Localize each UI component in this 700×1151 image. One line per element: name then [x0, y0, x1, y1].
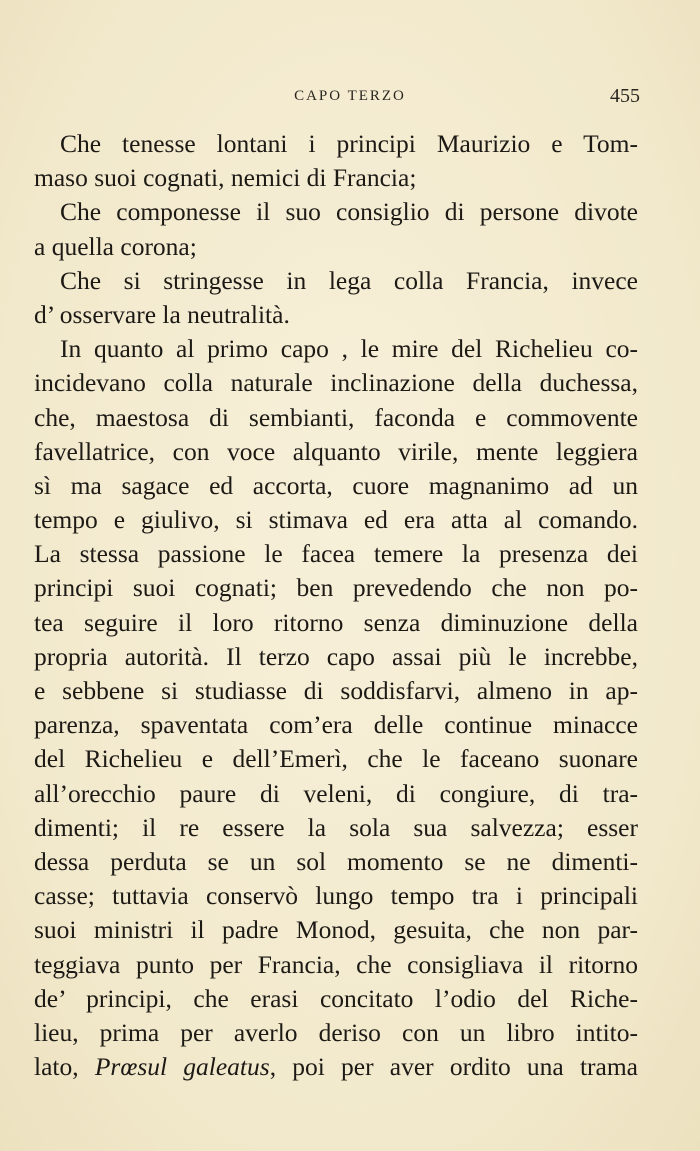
running-head: CAPO TERZO [294, 88, 406, 104]
text-line: parenza, spaventata com’era delle continue minacce [34, 710, 638, 740]
text-line: sì ma sagace ed accorta, cuore magnanimo ad un [34, 470, 638, 500]
text-line: Che componesse il suo consiglio di persone divote [60, 197, 638, 227]
text-line: dessa perduta se un sol momento se ne dimenti- [34, 846, 638, 876]
text-line: lieu, prima per averlo deriso con un libro intito- [34, 1017, 638, 1047]
text-segment: , poi per aver ordito una trama [269, 1052, 638, 1082]
body-text [34, 127, 638, 1084]
text-line: che, maestosa di sembianti, faconda e commovente [34, 402, 638, 432]
text-line: e sebbene si studiasse di soddisfarvi, almeno in ap- [34, 676, 638, 705]
text-line-final [34, 1050, 638, 1084]
text-line: incidevano colla naturale inclinazione della duchessa, [34, 368, 638, 398]
text-segment: lato, [34, 1052, 95, 1082]
text-line: casse; tuttavia conservò lungo tempo tra i principali [34, 881, 638, 911]
text-line: all’orecchio paure di veleni, di congiure, di tra- [34, 778, 638, 808]
text-line: favellatrice, con voce alquanto virile, mente leggiera [34, 436, 638, 466]
text-line: propria autorità. Il terzo capo assai più le increbbe, [34, 641, 638, 671]
text-line: Che si stringesse in lega colla Francia, invece [60, 265, 638, 295]
book-title-italic: Prœsul galeatus [94, 1052, 270, 1082]
text-line: suoi ministri il padre Monod, gesuita, che non par- [34, 915, 638, 945]
page-number: 455 [610, 85, 640, 107]
text-line: d’ osservare la neutralità. [34, 299, 290, 329]
text-line: del Richelieu e dell’Emerì, che le faceano suonare [34, 744, 638, 774]
text-line: La stessa passione le facea temere la presenza dei [34, 539, 638, 569]
page-header [0, 85, 700, 112]
text-line: tempo e giulivo, si stimava ed era atta al comando. [34, 505, 638, 535]
text-line: dimenti; il re essere la sola sua salvezza; esser [34, 812, 638, 842]
text-line: tea seguire il loro ritorno senza diminuzione della [34, 607, 638, 637]
text-line: principi suoi cognati; ben prevedendo che non po- [34, 573, 638, 603]
text-line: maso suoi cognati, nemici di Francia; [34, 163, 417, 193]
text-line: de’ principi, che erasi concitato l’odio del Riche- [34, 983, 638, 1013]
text-line: teggiava punto per Francia, che consigliava il ritorno [34, 949, 638, 979]
text-line: In quanto al primo capo , le mire del Richelieu co- [60, 334, 638, 364]
text-line: Che tenesse lontani i principi Maurizio e Tom- [60, 129, 638, 158]
text-line: a quella corona; [34, 231, 197, 261]
